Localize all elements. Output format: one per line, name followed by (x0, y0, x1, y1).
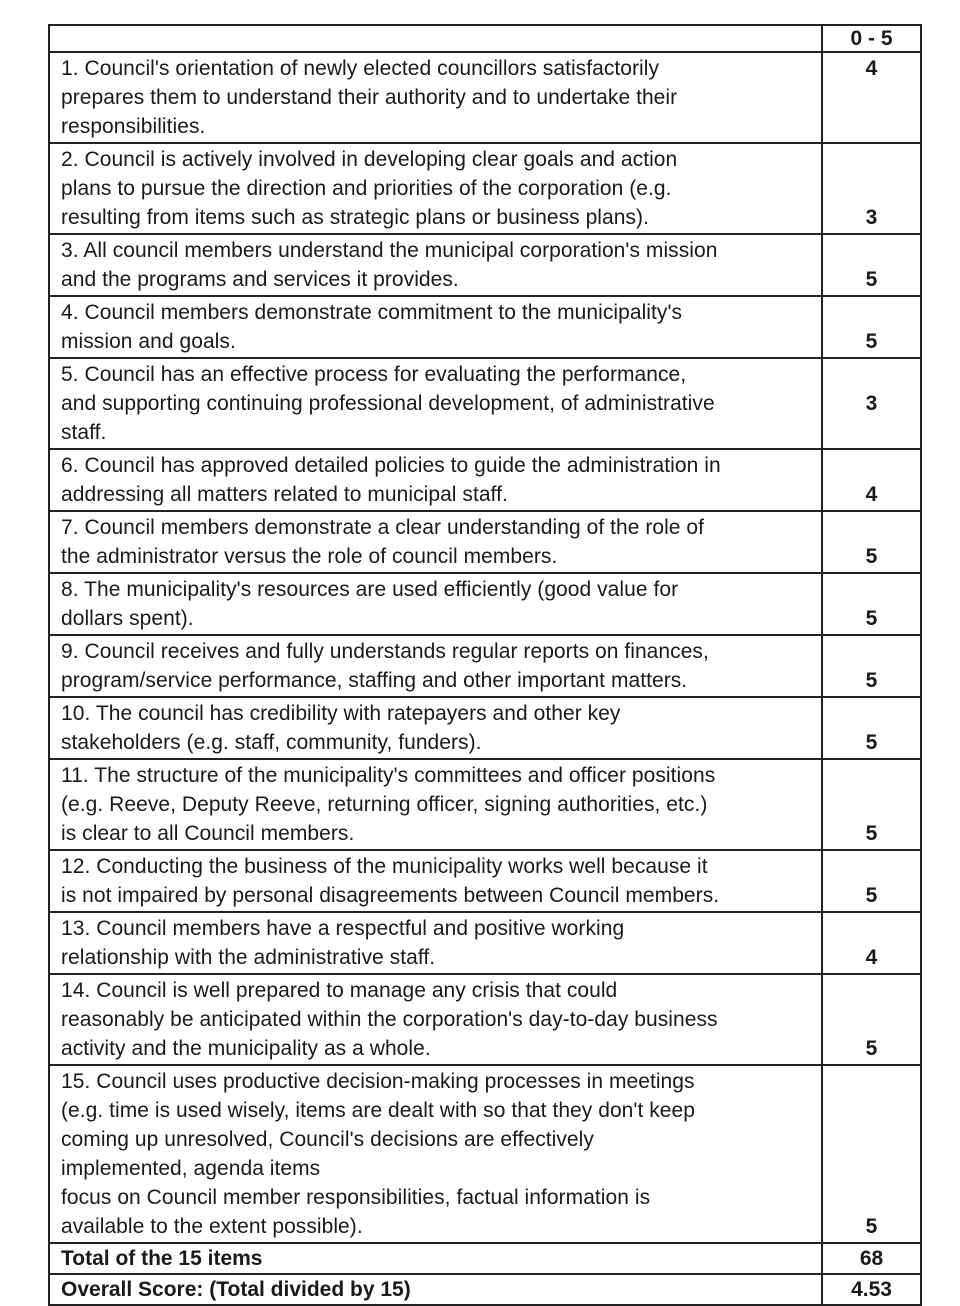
item-statement-line: 12. Conducting the business of the municipality works well because it (61, 855, 708, 878)
item-statement-line: (e.g. Reeve, Deputy Reeve, returning officer, signing authorities, etc.) (61, 793, 708, 816)
item-statement-line: mission and goals. (61, 330, 236, 353)
item-score: 5 (822, 635, 921, 697)
item-statement-line: is not impaired by personal disagreements between Council members. (61, 884, 720, 907)
table-row (49, 635, 921, 697)
table-row (49, 52, 921, 143)
header-row (49, 25, 921, 52)
item-score: 5 (822, 234, 921, 296)
item-score: 5 (822, 511, 921, 573)
item-statement (49, 974, 822, 1065)
item-statement-line: implemented, agenda items (61, 1157, 321, 1180)
item-statement (49, 635, 822, 697)
item-statement (49, 143, 822, 234)
item-statement (49, 573, 822, 635)
item-statement-line: 9. Council receives and fully understands regular reports on finances, (61, 640, 709, 663)
table-row (49, 697, 921, 759)
table-row (49, 449, 921, 511)
item-statement-line: staff. (61, 421, 107, 444)
item-statement (49, 296, 822, 358)
item-statement-line: 13. Council members have a respectful and positive working (61, 917, 625, 940)
table-row (49, 234, 921, 296)
overall-score-label: Overall Score: (Total divided by 15) (49, 1274, 822, 1305)
table-row (49, 974, 921, 1065)
item-score: 5 (822, 974, 921, 1065)
item-statement (49, 850, 822, 912)
item-statement-line: the administrator versus the role of council members. (61, 545, 558, 568)
item-statement-line: 2. Council is actively involved in developing clear goals and action (61, 148, 678, 171)
table-row (49, 1065, 921, 1243)
item-statement-line: 7. Council members demonstrate a clear understanding of the role of (61, 516, 705, 539)
item-statement-line: 1. Council's orientation of newly elected councillors satisfactorily (61, 57, 660, 80)
item-statement-line: 8. The municipality's resources are used efficiently (good value for (61, 578, 679, 601)
item-score: 5 (822, 573, 921, 635)
table-row (49, 143, 921, 234)
item-score: 3 (822, 143, 921, 234)
council-evaluation-table (48, 24, 922, 1306)
evaluation-sheet (48, 24, 920, 1306)
table-row (49, 511, 921, 573)
item-score: 4 (822, 912, 921, 974)
item-statement-line: reasonably be anticipated within the corporation's day-to-day business (61, 1008, 718, 1031)
item-score: 5 (822, 759, 921, 850)
item-statement-line: resulting from items such as strategic plans or business plans). (61, 206, 649, 229)
item-statement-line: activity and the municipality as a whole. (61, 1037, 431, 1060)
item-statement-line: 15. Council uses productive decision-making processes in meetings (61, 1070, 695, 1093)
item-statement-line: coming up unresolved, Council's decisions are effectively (61, 1128, 594, 1151)
item-statement-line: 6. Council has approved detailed policies to guide the administration in (61, 454, 721, 477)
item-statement (49, 697, 822, 759)
table-row (49, 759, 921, 850)
overall-score-row (49, 1274, 921, 1305)
header-score-range: 0 - 5 (822, 25, 921, 52)
item-statement-line: (e.g. time is used wisely, items are dealt with so that they don't keep (61, 1099, 695, 1122)
item-statement (49, 449, 822, 511)
item-statement-line: 3. All council members understand the municipal corporation's mission (61, 239, 718, 262)
table-row (49, 573, 921, 635)
overall-score-value: 4.53 (822, 1274, 921, 1305)
total-label: Total of the 15 items (49, 1243, 822, 1274)
table-row (49, 296, 921, 358)
item-statement (49, 234, 822, 296)
table-row (49, 850, 921, 912)
item-statement-line: dollars spent). (61, 607, 194, 630)
item-statement-line: responsibilities. (61, 115, 206, 138)
total-row (49, 1243, 921, 1274)
item-statement-line: 5. Council has an effective process for evaluating the performance, (61, 363, 687, 386)
item-statement-line: relationship with the administrative staff. (61, 946, 436, 969)
item-score: 5 (822, 697, 921, 759)
item-score: 5 (822, 1065, 921, 1243)
item-statement-line: 4. Council members demonstrate commitment to the municipality's (61, 301, 683, 324)
total-value: 68 (822, 1243, 921, 1274)
item-score: 5 (822, 296, 921, 358)
item-statement-line: 14. Council is well prepared to manage any crisis that could (61, 979, 618, 1002)
item-statement (49, 1065, 822, 1243)
item-statement-line: 11. The structure of the municipality's committees and officer positions (61, 764, 716, 787)
item-statement-line: 10. The council has credibility with ratepayers and other key (61, 702, 621, 725)
item-statement-line: available to the extent possible). (61, 1215, 363, 1238)
item-statement-line: addressing all matters related to municipal staff. (61, 483, 508, 506)
item-statement (49, 759, 822, 850)
item-statement (49, 912, 822, 974)
item-statement-line: stakeholders (e.g. staff, community, funders). (61, 731, 482, 754)
item-statement-line: prepares them to understand their authority and to undertake their (61, 86, 678, 109)
item-score: 4 (822, 449, 921, 511)
item-statement-line: program/service performance, staffing and other important matters. (61, 669, 688, 692)
item-statement (49, 358, 822, 449)
item-statement (49, 52, 822, 143)
item-score: 3 (822, 358, 921, 449)
item-statement (49, 511, 822, 573)
table-row (49, 358, 921, 449)
item-statement-line: focus on Council member responsibilities, factual information is (61, 1186, 651, 1209)
item-score: 5 (822, 850, 921, 912)
item-score: 4 (822, 52, 921, 143)
item-statement-line: and supporting continuing professional development, of administrative (61, 392, 715, 415)
item-statement-line: plans to pursue the direction and priorities of the corporation (e.g. (61, 177, 672, 200)
item-statement-line: is clear to all Council members. (61, 822, 355, 845)
header-blank-cell (49, 25, 822, 52)
table-row (49, 912, 921, 974)
item-statement-line: and the programs and services it provides. (61, 268, 459, 291)
